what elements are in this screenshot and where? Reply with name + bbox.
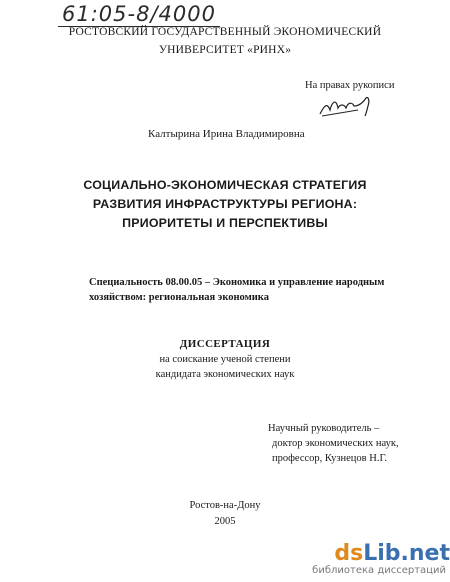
dslib-logo [286, 543, 450, 565]
supervisor-line-2: доктор экономических наук, [272, 438, 399, 449]
archive-code: 61:05-8/4000 [58, 2, 220, 27]
dissertation-heading: ДИССЕРТАЦИЯ [179, 338, 271, 350]
dissertation-title [0, 176, 450, 233]
title-line-1: СОЦИАЛЬНО-ЭКОНОМИЧЕСКАЯ СТРАТЕГИЯ [83, 178, 367, 192]
dslib-watermark [286, 543, 450, 581]
year: 2005 [214, 516, 236, 527]
rights-label: На правах рукописи [305, 80, 395, 91]
degree-info [0, 352, 450, 382]
watermark-tagline: библиотека диссертаций [312, 565, 446, 576]
specialty-line-2: хозяйством: региональная экономика [89, 292, 269, 303]
place: Ростов-на-Дону [189, 500, 261, 511]
supervisor-block [268, 421, 399, 466]
specialty [89, 275, 409, 305]
supervisor-line-3: профессор, Кузнецов Н.Г. [272, 453, 387, 464]
university-line-2: УНИВЕРСИТЕТ «РИНХ» [158, 44, 292, 56]
title-line-2: РАЗВИТИЯ ИНФРАСТРУКТУРЫ РЕГИОНА: [92, 197, 358, 211]
logo-lib: Lib.net [363, 541, 450, 566]
signature-icon [318, 92, 386, 118]
logo-ds: ds [334, 541, 364, 566]
author-name: Калтырина Ирина Владимировна [148, 128, 305, 140]
degree-line-1: на соискание ученой степени [159, 354, 291, 365]
place-year [0, 498, 450, 530]
specialty-line-1: Специальность 08.00.05 – Экономика и управление народным [89, 277, 385, 288]
university-line-1: РОСТОВСКИЙ ГОСУДАРСТВЕННЫЙ ЭКОНОМИЧЕСКИЙ [68, 26, 382, 38]
title-line-3: ПРИОРИТЕТЫ И ПЕРСПЕКТИВЫ [122, 216, 328, 230]
supervisor-line-1: Научный руководитель – [268, 423, 380, 434]
degree-line-2: кандидата экономических наук [155, 369, 295, 380]
